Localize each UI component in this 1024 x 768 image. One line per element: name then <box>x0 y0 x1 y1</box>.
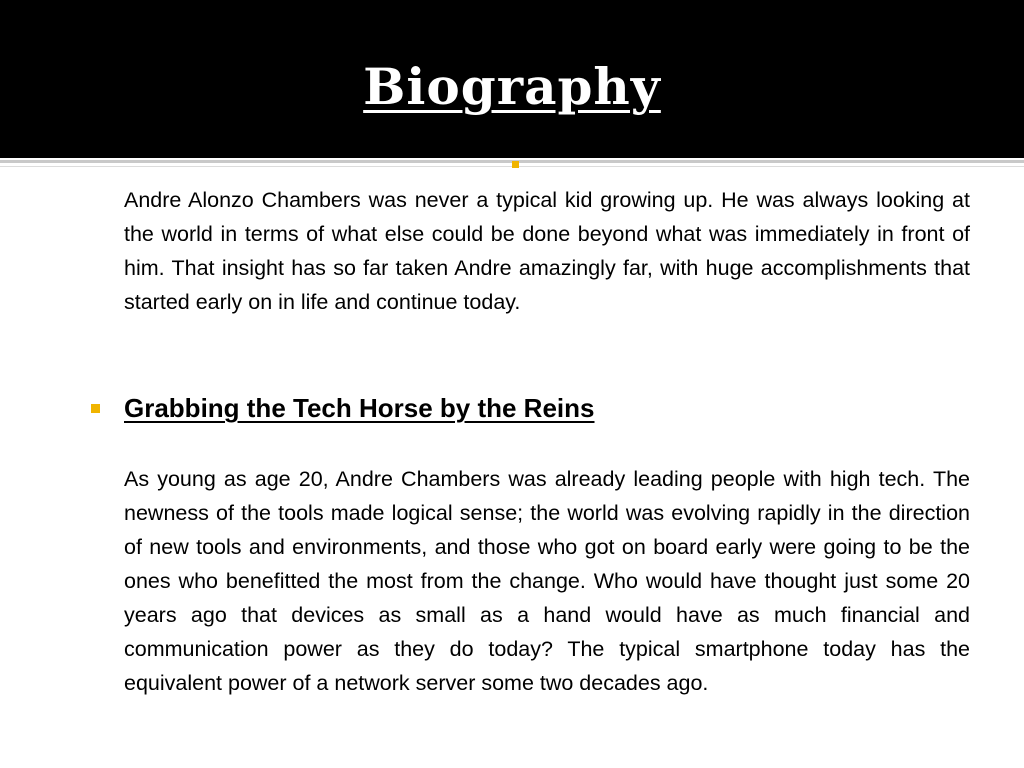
square-bullet-icon <box>91 404 100 413</box>
section-heading-bullet-item <box>90 390 970 430</box>
section-heading: Grabbing the Tech Horse by the Reins <box>124 393 595 423</box>
square-bullet-icon <box>512 161 519 168</box>
slide-title: Biography <box>363 57 661 116</box>
section-paragraph: As young as age 20, Andre Chambers was already leading people with high tech. The newness of the tools made logical sense; the world was evolving rapidly in the direction of new tools and environments, and those who got on board early were going to be the ones who benefitted the most from the change. Who would have thought just some 20 years ago that devices as small as a hand would have as much financial and communication power as they do today? The typical smartphone today has the equivalent power of a network server some two decades ago. <box>124 467 970 695</box>
intro-paragraph: Andre Alonzo Chambers was never a typical kid growing up. He was always looking at the world in terms of what else could be done beyond what was immediately in front of him. That insight has so far taken Andre amazingly far, with huge accomplishments that started early on in life and continue today. <box>124 188 970 314</box>
